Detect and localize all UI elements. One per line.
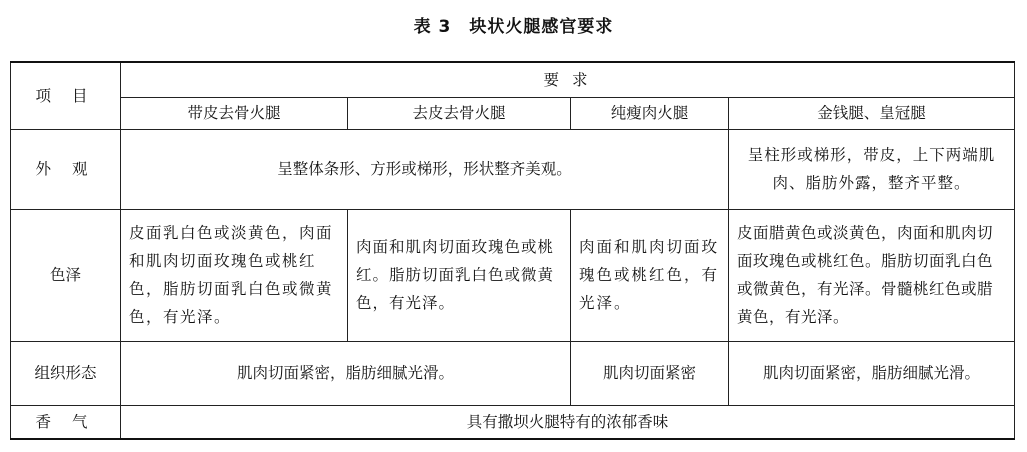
row-label-color: 色泽 — [11, 209, 121, 341]
table-row-texture — [11, 341, 1015, 405]
header-row-1 — [11, 62, 1015, 97]
sensory-requirements-table — [10, 61, 1015, 440]
color-skin-on-boneless: 皮面乳白色或淡黄色，肉面和肌肉切面玫瑰色或桃红色，脂肪切面乳白色或微黄色，有光泽。 — [121, 209, 348, 341]
table-row-color — [11, 209, 1015, 341]
row-label-texture: 组织形态 — [11, 341, 121, 405]
texture-lean-meat: 肌肉切面紧密 — [571, 341, 729, 405]
column-header-lean-meat: 纯瘦肉火腿 — [571, 97, 729, 129]
table-row-aroma — [11, 405, 1015, 439]
table-caption — [0, 12, 1027, 37]
item-header-cell: 项 目 — [11, 62, 121, 129]
aroma-general: 具有撒坝火腿特有的浓郁香味 — [121, 405, 1015, 439]
appearance-coin-crown-leg: 呈柱形或梯形，带皮，上下两端肌肉、脂肪外露，整齐平整。 — [729, 129, 1015, 209]
texture-coin-crown-leg: 肌肉切面紧密，脂肪细腻光滑。 — [729, 341, 1015, 405]
table-number: 表 3 — [413, 17, 452, 37]
table-title: 块状火腿感官要求 — [469, 17, 614, 37]
table-row-appearance — [11, 129, 1015, 209]
appearance-general: 呈整体条形、方形或梯形，形状整齐美观。 — [121, 129, 729, 209]
column-header-skinless-boneless: 去皮去骨火腿 — [348, 97, 571, 129]
row-label-appearance: 外 观 — [11, 129, 121, 209]
color-coin-crown-leg: 皮面腊黄色或淡黄色，肉面和肌肉切面玫瑰色或桃红色。脂肪切面乳白色或微黄色，有光泽。骨髓桃红色或腊黄色，有光泽。 — [729, 209, 1015, 341]
column-header-coin-crown-leg: 金钱腿、皇冠腿 — [729, 97, 1015, 129]
color-skinless-boneless: 肉面和肌肉切面玫瑰色或桃红。脂肪切面乳白色或微黄色，有光泽。 — [348, 209, 571, 341]
column-header-skin-on-boneless: 带皮去骨火腿 — [121, 97, 348, 129]
requirements-header-cell: 要 求 — [121, 62, 1015, 97]
row-label-aroma: 香 气 — [11, 405, 121, 439]
header-row-2 — [11, 97, 1015, 129]
texture-general: 肌肉切面紧密，脂肪细腻光滑。 — [121, 341, 571, 405]
color-lean-meat: 肉面和肌肉切面玫瑰色或桃红色，有光泽。 — [571, 209, 729, 341]
